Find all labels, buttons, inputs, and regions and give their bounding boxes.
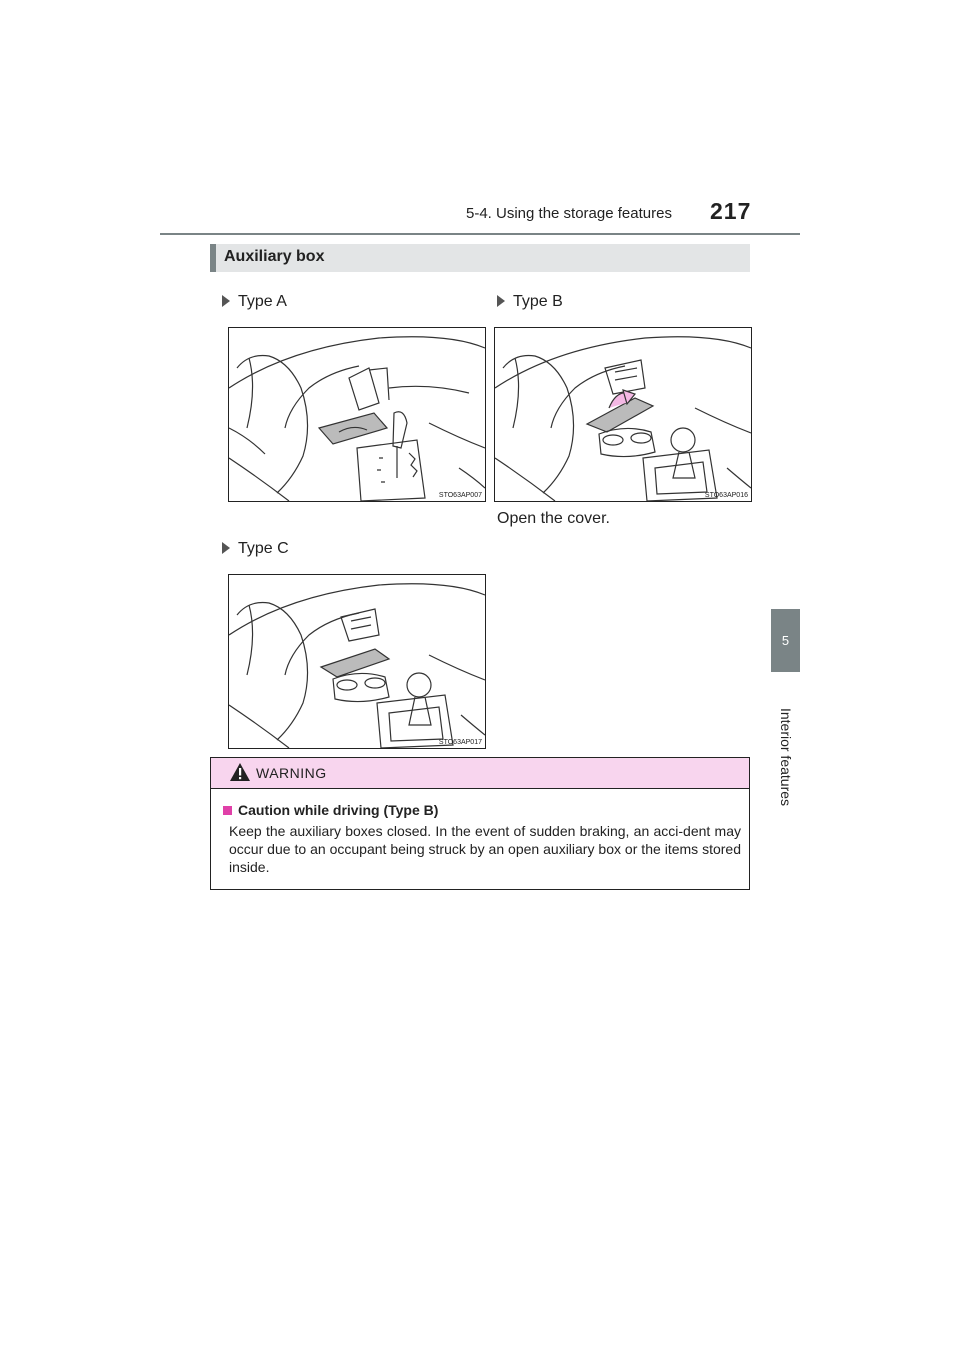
warning-item-title-text: Caution while driving (Type B) [238, 802, 439, 818]
warning-title: WARNING [256, 765, 327, 781]
type-a-label-text: Type A [238, 293, 287, 310]
type-c-label-text: Type C [238, 540, 289, 557]
type-a-label [222, 293, 287, 311]
warning-header [211, 758, 749, 789]
figure-type-a [228, 327, 486, 502]
warning-item-title [223, 802, 438, 818]
running-header: 5-4. Using the storage features [466, 205, 672, 222]
chapter-tab[interactable]: 5 [771, 609, 800, 672]
figure-caption-b: Open the cover. [497, 510, 610, 527]
triangle-bullet-icon [497, 295, 505, 307]
figure-code-c: STO63AP017 [438, 739, 482, 746]
figure-type-c [228, 574, 486, 749]
section-heading [210, 244, 750, 272]
header-rule [160, 233, 800, 235]
type-b-label [497, 293, 563, 311]
section-heading-bar [210, 244, 216, 272]
type-b-label-text: Type B [513, 293, 563, 310]
section-heading-text: Auxiliary box [224, 248, 325, 265]
warning-item-text: Keep the auxiliary boxes closed. In the event of sudden braking, an acci-dent may occur due to an occupant being struck by an open auxiliary box or the items stored inside. [229, 823, 741, 875]
warning-triangle-icon [229, 762, 251, 782]
figure-code-a: STO63AP007 [438, 492, 482, 499]
square-bullet-icon [223, 806, 232, 815]
page-number: 217 [710, 198, 752, 224]
triangle-bullet-icon [222, 542, 230, 554]
chapter-label [771, 682, 800, 832]
warning-box [210, 757, 750, 890]
chapter-label-text: Interior features [777, 707, 794, 807]
figure-code-b: STO63AP016 [704, 492, 748, 499]
triangle-bullet-icon [222, 295, 230, 307]
figure-type-b [494, 327, 752, 502]
type-c-label [222, 540, 289, 558]
